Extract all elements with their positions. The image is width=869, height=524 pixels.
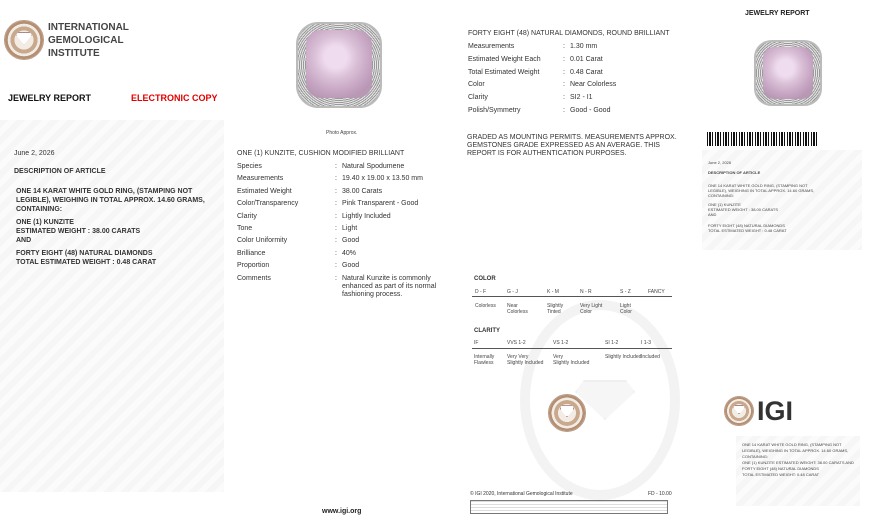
institute-name-line1: INTERNATIONAL	[48, 22, 129, 33]
right-seal-logo	[724, 396, 754, 426]
color_scale-grade: FANCY	[648, 289, 665, 295]
color_scale-description: Colorless	[475, 303, 496, 309]
kunzite-row-value: 40%	[342, 249, 357, 257]
clarity_scale-description: Slightly Included	[553, 360, 590, 366]
diamond-row-value: Good - Good	[570, 107, 611, 114]
diamond-row-colon: :	[563, 68, 565, 76]
left-desc-line: ONE 14 KARAT WHITE GOLD RING, (STAMPING NOT	[16, 188, 193, 195]
diamond-row-value: Near Colorless	[570, 81, 617, 89]
left-date: June 2, 2026	[14, 150, 55, 157]
diamond-row-colon: :	[563, 55, 565, 63]
color_scale-grade: G - J	[507, 289, 518, 295]
kunzite-row-label: Proportion	[237, 262, 270, 270]
kunzite-row-value: Good	[342, 237, 360, 245]
clarity_scale-grade: SI 1-2	[605, 340, 619, 346]
color-scale-rule	[472, 296, 672, 297]
left-item2-line: TOTAL ESTIMATED WEIGHT : 0.48 CARAT	[16, 259, 157, 266]
left-item1-line: ONE (1) KUNZITE	[16, 219, 74, 226]
kunzite-row-value: Lightly Included	[342, 212, 391, 220]
kunzite-row-colon: :	[335, 212, 337, 220]
color_scale-description: Near	[507, 303, 518, 309]
diamond-row-colon: :	[563, 43, 565, 50]
kunzite-row-colon: :	[335, 249, 337, 257]
clarity_scale-grade: IF	[474, 340, 479, 346]
clarity_scale-grade: I 1-3	[641, 340, 652, 346]
left-desc-line: CONTAINING:	[16, 206, 63, 213]
comments-line: fashioning process.	[342, 291, 403, 298]
kunzite-photo	[306, 30, 372, 98]
color_scale-grade: S - Z	[620, 289, 631, 295]
institute-name-line3: INSTITUTE	[48, 48, 100, 59]
kunzite-row-label: Brilliance	[237, 249, 266, 257]
color_scale-description: Light	[620, 303, 631, 309]
color_scale-grade: D - F	[475, 289, 487, 295]
center-seal-logo	[548, 394, 586, 432]
electronic-copy-label: ELECTRONIC COPY	[131, 93, 218, 103]
left-item1-line: AND	[16, 237, 32, 244]
kunzite-row-colon: :	[335, 163, 337, 170]
diamond-row-colon: :	[563, 94, 565, 102]
right-item2-line: TOTAL ESTIMATED WEIGHT : 0.48 CARAT	[708, 228, 787, 233]
right-date: June 2, 2026	[708, 160, 732, 165]
right-desc-line: ONE 14 KARAT WHITE GOLD RING, (STAMPING NOT	[708, 183, 808, 188]
kunzite-row-colon: :	[335, 237, 337, 245]
right-desc-line: CONTAINING:	[708, 193, 734, 198]
kunzite-row-value: Light	[342, 225, 358, 232]
color_scale-description: Tinted	[547, 309, 561, 315]
diamond-row-value: SI2 - I1	[570, 94, 593, 102]
left-item2-line: FORTY EIGHT (48) NATURAL DIAMONDS	[16, 250, 153, 257]
comments-label: Comments	[237, 275, 271, 282]
right-bottom-line: FORTY EIGHT (48) NATURAL DIAMONDS	[742, 466, 819, 471]
form-code: FD - 10.00	[648, 491, 672, 497]
color_scale-description: Colorless	[507, 309, 528, 315]
kunzite-row-label: Species	[237, 163, 262, 170]
right-kunzite-photo	[763, 47, 813, 99]
kunzite-row-colon: :	[335, 175, 337, 183]
right-item1-line: ESTIMATED WEIGHT : 38.00 CARATS	[708, 207, 779, 212]
diamond-row-label: Estimated Weight Each	[468, 55, 541, 63]
kunzite-heading: ONE (1) KUNZITE, CUSHION MODIFIED BRILLIANT	[237, 150, 405, 157]
color_scale-grade: K - M	[547, 289, 559, 295]
kunzite-row-value: Good	[342, 262, 360, 270]
color_scale-description: Very Light	[580, 303, 603, 309]
right-bottom-line: ONE (1) KUNZITE ESTIMATED WEIGHT: 38.00 CARATS AND	[742, 460, 854, 465]
color_scale-description: Slightly	[547, 303, 564, 309]
grading-note-line: GRADED AS MOUNTING PERMITS. MEASUREMENTS APPROX.	[467, 134, 677, 141]
igi-logo-text: IGI	[757, 396, 794, 426]
clarity_scale-description: Very	[553, 354, 564, 360]
right-bottom-line: ONE 14 KARAT WHITE GOLD RING, (STAMPING NOT	[742, 442, 842, 447]
disclaimer-box	[470, 500, 668, 514]
color-scale-title: COLOR	[474, 276, 496, 282]
color_scale-description: Color	[620, 309, 632, 315]
kunzite-row-value: 19.40 x 19.00 x 13.50 mm	[342, 175, 423, 183]
website-link[interactable]: www.igi.org	[322, 508, 362, 515]
diamond-row-label: Measurements	[468, 43, 515, 50]
clarity_scale-grade: VVS 1-2	[507, 340, 526, 346]
diamond-row-value: 1.30 mm	[570, 43, 598, 50]
grading-note-line: REPORT IS FOR AUTHENTICATION PURPOSES.	[467, 150, 627, 157]
diamond-row-value: 0.01 Carat	[570, 55, 603, 63]
color_scale-grade: N - R	[580, 289, 592, 295]
institute-name-line2: GEMOLOGICAL	[48, 35, 124, 46]
comments-line: enhanced as part of its normal	[342, 283, 437, 290]
diamond-row-colon: :	[563, 107, 565, 114]
diamond-row-value: 0.48 Carat	[570, 68, 603, 76]
left-desc-line: LEGIBLE), WEIGHING IN TOTAL APPROX. 14.60 GRAMS,	[16, 197, 205, 204]
comments-line: Natural Kunzite is commonly	[342, 275, 431, 282]
photo-caption: Photo Approx.	[326, 130, 358, 136]
right-panel-background	[702, 150, 862, 250]
right-desc-line: LEGIBLE), WEIGHING IN TOTAL APPROX. 14.60 GRAMS,	[708, 188, 815, 193]
left-item1-line: ESTIMATED WEIGHT : 38.00 CARATS	[16, 228, 141, 235]
kunzite-row-value: 38.00 Carats	[342, 187, 383, 195]
kunzite-row-colon: :	[335, 187, 337, 195]
right-bottom-line: CONTAINING:	[742, 454, 768, 459]
kunzite-row-label: Clarity	[237, 212, 257, 220]
report-title: JEWELRY REPORT	[8, 93, 92, 103]
clarity_scale-description: Flawless	[474, 360, 494, 366]
diamond-row-label: Color	[468, 81, 485, 89]
kunzite-row-value: Natural Spodumene	[342, 163, 405, 170]
clarity_scale-description: Internally	[474, 354, 495, 360]
kunzite-row-label: Color/Transparency	[237, 200, 299, 208]
clarity_scale-description: Slightly Included	[507, 360, 544, 366]
diamond-heading: FORTY EIGHT (48) NATURAL DIAMONDS, ROUND BRILLIANT	[468, 30, 670, 37]
diamond-row-label: Clarity	[468, 94, 488, 102]
right-description-heading: DESCRIPTION OF ARTICLE	[708, 170, 761, 175]
clarity_scale-grade: VS 1-2	[553, 340, 569, 346]
diamond-row-label: Polish/Symmetry	[468, 107, 521, 114]
grading-note-line: GEMSTONES GRADE EXPRESSED AS AN AVERAGE. THIS	[467, 142, 660, 149]
kunzite-row-colon: :	[335, 262, 337, 270]
clarity-scale-title: CLARITY	[474, 328, 500, 334]
kunzite-row-value: Pink Transparent - Good	[342, 200, 419, 208]
left-description-heading: DESCRIPTION OF ARTICLE	[14, 168, 106, 175]
right-bottom-line: TOTAL ESTIMATED WEIGHT: 0.48 CARAT	[742, 472, 820, 477]
right-item1-line: ONE (1) KUNZITE	[708, 202, 741, 207]
clarity_scale-description: Slightly Included	[605, 354, 642, 360]
kunzite-row-label: Estimated Weight	[237, 187, 292, 195]
kunzite-row-colon: :	[335, 200, 337, 208]
kunzite-row-label: Measurements	[237, 175, 284, 183]
kunzite-row-label: Color Uniformity	[237, 237, 288, 245]
barcode	[707, 132, 817, 146]
right-report-title: JEWELRY REPORT	[745, 10, 810, 17]
kunzite-row-colon: :	[335, 225, 337, 232]
copyright-text: © IGI 2020, International Gemological Institute	[470, 491, 573, 497]
right-bottom-line: LEGIBLE), WEIGHING IN TOTAL APPROX. 14.60 GRAMS,	[742, 448, 849, 453]
right-item1-line: AND	[708, 212, 717, 217]
comments-colon: :	[335, 275, 337, 282]
diamond-row-colon: :	[563, 81, 565, 89]
clarity-scale-rule	[472, 348, 672, 349]
clarity_scale-description: Included	[641, 354, 660, 360]
clarity_scale-description: Very Very	[507, 354, 529, 360]
diamond-row-label: Total Estimated Weight	[468, 68, 540, 76]
igi-seal-logo	[4, 20, 44, 60]
right-item2-line: FORTY EIGHT (48) NATURAL DIAMONDS	[708, 223, 785, 228]
kunzite-row-label: Tone	[237, 225, 253, 232]
color_scale-description: Color	[580, 309, 592, 315]
